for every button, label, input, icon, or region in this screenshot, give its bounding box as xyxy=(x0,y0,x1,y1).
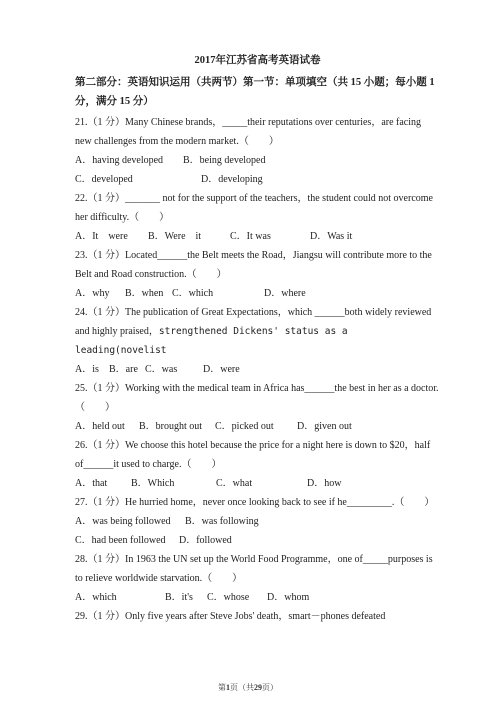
options-row xyxy=(75,360,440,379)
question-26 xyxy=(75,436,440,493)
options-row xyxy=(75,151,440,170)
footer-page-number: 1 xyxy=(226,683,230,692)
question-text: 25.（1 分）Working with the medical team in Africa has______the best in her as a doctor.（ ） xyxy=(75,383,439,413)
options-row xyxy=(75,531,440,550)
option-a: A．why xyxy=(75,288,110,299)
question-24 xyxy=(75,303,440,379)
question-text: 21.（1 分）Many Chinese brands，_____their reputations over centuries，are facing new challenges from the modern market.（ ） xyxy=(75,117,422,147)
option-b: B．it's xyxy=(165,592,193,603)
option-b: B．being developed xyxy=(183,155,266,166)
option-d: D．where xyxy=(264,288,306,299)
question-body: 24.（1 分）The publication of Great Expectations，which ______both widely reviewed and highly praised， xyxy=(75,307,432,337)
option-c: C．It was xyxy=(230,231,271,242)
options-row xyxy=(75,474,440,493)
question-text: 27.（1 分）He hurried home，never once looking back to see if he_________.（ ） xyxy=(75,497,435,508)
option-c: C．had been followed xyxy=(75,535,166,546)
option-b: B．when xyxy=(125,288,164,299)
question-text: 23.（1 分）Located______the Belt meets the Road，Jiangsu will contribute more to the Belt and Road construction.（ ） xyxy=(75,250,432,280)
option-c: C．developed xyxy=(75,174,133,185)
options-row xyxy=(75,417,440,436)
option-b: B．are xyxy=(109,364,138,375)
option-c: C．what xyxy=(216,478,253,489)
question-text xyxy=(75,303,440,360)
option-a: A．which xyxy=(75,592,117,603)
option-b: B．brought out xyxy=(139,421,203,432)
page-footer xyxy=(0,682,496,693)
option-a: A．It were xyxy=(75,231,128,242)
question-28 xyxy=(75,550,440,607)
question-text: 26.（1 分）We choose this hotel because the price for a night here is down to $20，half of______it used to charge.（ ） xyxy=(75,440,431,470)
option-b: B．Which xyxy=(131,478,175,489)
question-text: 29.（1 分）Only five years after Steve Jobs' death，smart－phones defeated xyxy=(75,611,386,622)
options-row xyxy=(75,227,440,246)
section-heading: 第二部分：英语知识运用（共两节）第一节：单项填空（共 15 小题；每小题 1 分，满分 15 分） xyxy=(75,77,435,107)
footer-suffix: 页） xyxy=(262,683,278,692)
question-29 xyxy=(75,607,440,626)
option-d: D．Was it xyxy=(310,231,353,242)
question-27 xyxy=(75,493,440,550)
option-a: A．held out xyxy=(75,421,125,432)
option-a: A．is xyxy=(75,364,99,375)
question-21 xyxy=(75,113,440,189)
footer-total-pages: 29 xyxy=(254,683,262,692)
option-a: A．having developed xyxy=(75,155,164,166)
option-d: D．were xyxy=(203,364,240,375)
option-a: A．that xyxy=(75,478,108,489)
option-c: C．was xyxy=(145,364,178,375)
option-b: B．Were it xyxy=(148,231,202,242)
option-d: D．given out xyxy=(297,421,352,432)
option-d: D．followed xyxy=(179,535,232,546)
options-row xyxy=(75,588,440,607)
question-text: 22.（1 分）_______ not for the support of the teachers，the student could not overcome her difficulty.（ ） xyxy=(75,193,433,223)
options-row xyxy=(75,170,440,189)
question-23 xyxy=(75,246,440,303)
option-d: D．whom xyxy=(267,592,310,603)
option-a: A．was being followed xyxy=(75,516,171,527)
options-row xyxy=(75,284,440,303)
option-c: C．whose xyxy=(207,592,250,603)
question-25 xyxy=(75,379,440,436)
footer-prefix: 第 xyxy=(218,683,226,692)
question-tail-mono: strengthened Dickens' status as a leading(novelist xyxy=(75,326,348,356)
option-d: D．developing xyxy=(201,174,263,185)
footer-mid: 页（共 xyxy=(230,683,254,692)
options-row xyxy=(75,512,440,531)
option-b: B．was following xyxy=(185,516,259,527)
exam-title: 2017年江苏省高考英语试卷 xyxy=(194,55,321,66)
option-c: C．which xyxy=(172,288,214,299)
option-c: C．picked out xyxy=(215,421,274,432)
question-22 xyxy=(75,189,440,246)
question-text: 28.（1 分）In 1963 the UN set up the World Food Programme，one of_____purposes is to relieve worldwide starvation.（ ） xyxy=(75,554,433,584)
option-d: D．how xyxy=(307,478,342,489)
